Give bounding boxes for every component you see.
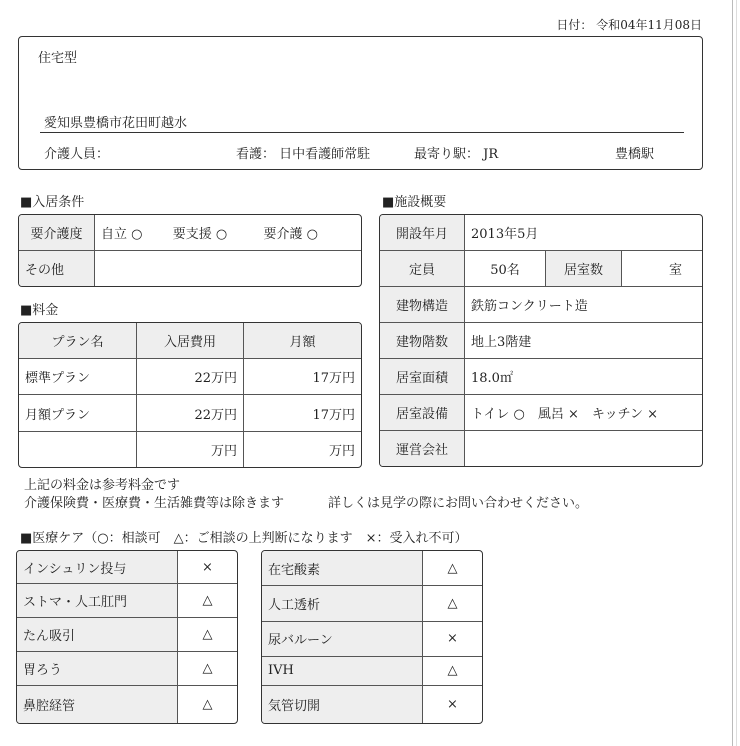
medical-item-name: 在宅酸素 [262,551,423,586]
other-value [95,251,362,287]
medical-item-mark: △ [178,651,238,685]
medical-item-mark: △ [423,551,483,586]
table-row [262,586,482,621]
table-row [19,395,361,431]
fee-note-inquiry: 詳しくは見学の際にお問い合わせください。 [328,496,589,511]
medical-table-right [261,550,483,724]
table-row [17,584,237,618]
floors-value: 地上3階建 [465,322,703,358]
opened-value: 2013年5月 [465,215,703,250]
operator-value [465,431,703,466]
table-row [17,618,237,652]
fee-header-plan: プラン名 [19,323,137,359]
fee-plan-name: 標準プラン [19,359,137,395]
fee-plan-name: 月額プラン [19,395,137,431]
nursing-info [236,143,370,162]
station-line: JR [483,147,499,162]
care-staff-label: 介護人員： [44,147,110,162]
fee-header-monthly: 月額 [244,323,362,359]
table-row [19,431,361,467]
fee-entry-cost: 万円 [137,431,244,467]
rooms-value: 室 [622,250,703,286]
medical-item-name: IVH [262,657,423,685]
support-option: 要支援 ○ [172,227,228,242]
table-row [262,657,482,685]
capacity-value: 50名 [465,250,546,286]
nursing-value: 日中看護師常駐 [279,147,371,162]
nursing-label: 看護： [236,147,276,162]
medical-item-mark: △ [423,657,483,685]
date-value: 令和04年11月08日 [596,18,702,32]
table-row [17,551,237,584]
care-level-values [95,215,362,251]
table-row [262,621,482,656]
floors-label: 建物階数 [380,322,465,358]
medical-item-name: 胃ろう [17,651,178,685]
fees-section-title: ■料金 [20,303,59,318]
equipment-label: 居室設備 [380,395,465,431]
station-label: 最寄り駅： [414,147,480,162]
address-underline [40,132,684,133]
medical-item-mark: △ [423,586,483,621]
care-level-label: 要介護度 [19,215,95,251]
fee-note-exclusions: 介護保険費・医療費・生活雑費等は除きます [24,496,285,511]
medical-item-mark: △ [178,618,238,652]
table-row [17,651,237,685]
medical-item-mark: × [178,551,238,584]
medical-item-mark: × [423,621,483,656]
fees-table [18,322,362,468]
medical-item-mark: × [423,685,483,723]
room-area-label: 居室面積 [380,359,465,395]
station-info [414,143,498,162]
fee-plan-name [19,431,137,467]
table-row [19,359,361,395]
fee-header-entry: 入居費用 [137,323,244,359]
medical-item-mark: △ [178,584,238,618]
fee-monthly-cost: 17万円 [244,395,362,431]
operator-label: 運営会社 [380,431,465,466]
page-edge-line [732,0,733,746]
overview-table [379,214,703,467]
overview-section-title: ■施設概要 [382,195,447,210]
medical-section-title: ■医療ケア（○：相談可 △：ご相談の上判断になります ×：受入れ不可） [20,531,468,546]
medical-item-name: 気管切開 [262,685,423,723]
room-area-value: 18.0㎡ [465,359,703,395]
medical-item-mark: △ [178,685,238,723]
fee-monthly-cost: 17万円 [244,359,362,395]
equipment-value: トイレ ○ 風呂 × キッチン × [465,395,703,431]
admission-table [18,214,362,287]
table-row [262,685,482,723]
table-row [17,685,237,723]
fee-note-reference: 上記の料金は参考料金です [24,478,181,493]
fee-entry-cost: 22万円 [137,359,244,395]
table-row [262,551,482,586]
fee-entry-cost: 22万円 [137,395,244,431]
admission-section-title: ■入居条件 [20,195,85,210]
station-name: 豊橋駅 [615,147,655,162]
rooms-label: 居室数 [546,250,622,286]
medical-table-left [16,550,238,724]
medical-item-name: ストマ・人工肛門 [17,584,178,618]
page-edge-line-light [736,0,737,746]
fee-monthly-cost: 万円 [244,431,362,467]
care-option: 要介護 ○ [263,227,319,242]
opened-label: 開設年月 [380,215,465,250]
capacity-label: 定員 [380,250,465,286]
structure-value: 鉄筋コンクリート造 [465,286,703,322]
date-label: 日付： [556,18,593,32]
date-line [556,16,702,33]
medical-item-name: 尿バルーン [262,621,423,656]
medical-item-name: 人工透析 [262,586,423,621]
other-label: その他 [19,251,95,287]
medical-item-name: インシュリン投与 [17,551,178,584]
facility-type: 住宅型 [38,51,78,66]
independent-option: 自立 ○ [101,227,143,242]
medical-item-name: たん吸引 [17,618,178,652]
structure-label: 建物構造 [380,286,465,322]
medical-item-name: 鼻腔経管 [17,685,178,723]
facility-address: 愛知県豊橋市花田町越水 [44,116,188,131]
